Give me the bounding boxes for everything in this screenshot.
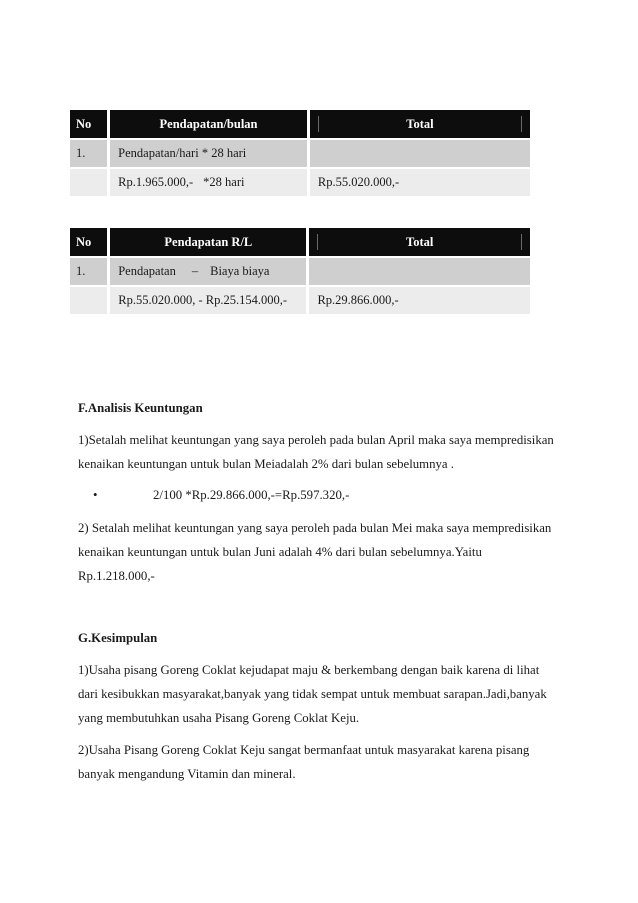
paragraph-line: kenaikan keuntungan untuk bulan Juni adalah 4% dari bulan sebelumnya.Yaitu bbox=[78, 545, 482, 559]
row-item bbox=[109, 169, 309, 196]
paragraph-line: banyak mengandung Vitamin dan mineral. bbox=[78, 767, 296, 781]
section-heading-profit-analysis: F.Analisis Keuntungan bbox=[78, 401, 203, 415]
header-no: No bbox=[70, 110, 109, 138]
paragraph-line: kenaikan keuntungan untuk bulan Meiadalah 2% dari bulan sebelumnya . bbox=[78, 457, 454, 471]
paragraph-line: dari kesibukkan masyarakat,banyak yang tidak sempat untuk membuat sarapan.Jadi,banyak bbox=[78, 687, 547, 701]
row-item bbox=[109, 258, 308, 285]
table-row bbox=[70, 169, 530, 196]
row-item-minus: – bbox=[191, 264, 199, 278]
row-number bbox=[70, 169, 109, 196]
row-total: Rp.29.866.000,- bbox=[308, 287, 530, 314]
bullet-text: 2/100 *Rp.29.866.000,-=Rp.597.320,- bbox=[153, 488, 350, 502]
paragraph-line: yang membutuhkan usaha Pisang Goreng Coklat Keju. bbox=[78, 711, 360, 725]
row-total bbox=[308, 258, 530, 285]
row-item: Pendapatan/hari * 28 hari bbox=[109, 140, 309, 167]
row-total: Rp.55.020.000,- bbox=[308, 169, 530, 196]
row-item-costs: Biaya biaya bbox=[210, 264, 270, 278]
header-item: Pendapatan R/L bbox=[109, 228, 308, 256]
row-number bbox=[70, 287, 109, 314]
row-item-income: Pendapatan bbox=[118, 264, 176, 278]
row-item-multiplier: *28 hari bbox=[203, 175, 245, 189]
row-total bbox=[308, 140, 530, 167]
bullet-icon: • bbox=[93, 488, 98, 502]
income-per-month-table bbox=[70, 110, 530, 196]
header-total-label: Total bbox=[406, 116, 434, 131]
row-number: 1. bbox=[70, 258, 109, 285]
header-no: No bbox=[70, 228, 109, 256]
paragraph-line: Rp.1.218.000,- bbox=[78, 569, 155, 583]
paragraph-line: 2)Usaha Pisang Goreng Coklat Keju sangat bermanfaat untuk masyarakat karena pisang bbox=[78, 743, 530, 757]
paragraph-line: 1)Usaha pisang Goreng Coklat kejudapat maju & berkembang dengan baik karena di lihat bbox=[78, 663, 540, 677]
table-header-row bbox=[70, 110, 530, 138]
paragraph-line: 1)Setalah melihat keuntungan yang saya peroleh pada bulan April maka saya mempredisikan bbox=[78, 433, 554, 447]
table-header-row bbox=[70, 228, 530, 256]
table-row bbox=[70, 287, 530, 314]
header-item: Pendapatan/bulan bbox=[109, 110, 309, 138]
header-total-label: Total bbox=[406, 234, 434, 249]
income-profit-loss-table bbox=[70, 228, 530, 314]
table-row bbox=[70, 140, 530, 167]
row-number: 1. bbox=[70, 140, 109, 167]
row-item: Rp.55.020.000, - Rp.25.154.000,- bbox=[109, 287, 308, 314]
table-row bbox=[70, 258, 530, 285]
header-total bbox=[308, 110, 530, 138]
paragraph-line: 2) Setalah melihat keuntungan yang saya peroleh pada bulan Mei maka saya mempredisikan bbox=[78, 521, 552, 535]
section-heading-conclusion: G.Kesimpulan bbox=[78, 631, 158, 645]
header-total bbox=[308, 228, 530, 256]
row-item-amount: Rp.1.965.000,- bbox=[118, 175, 194, 189]
